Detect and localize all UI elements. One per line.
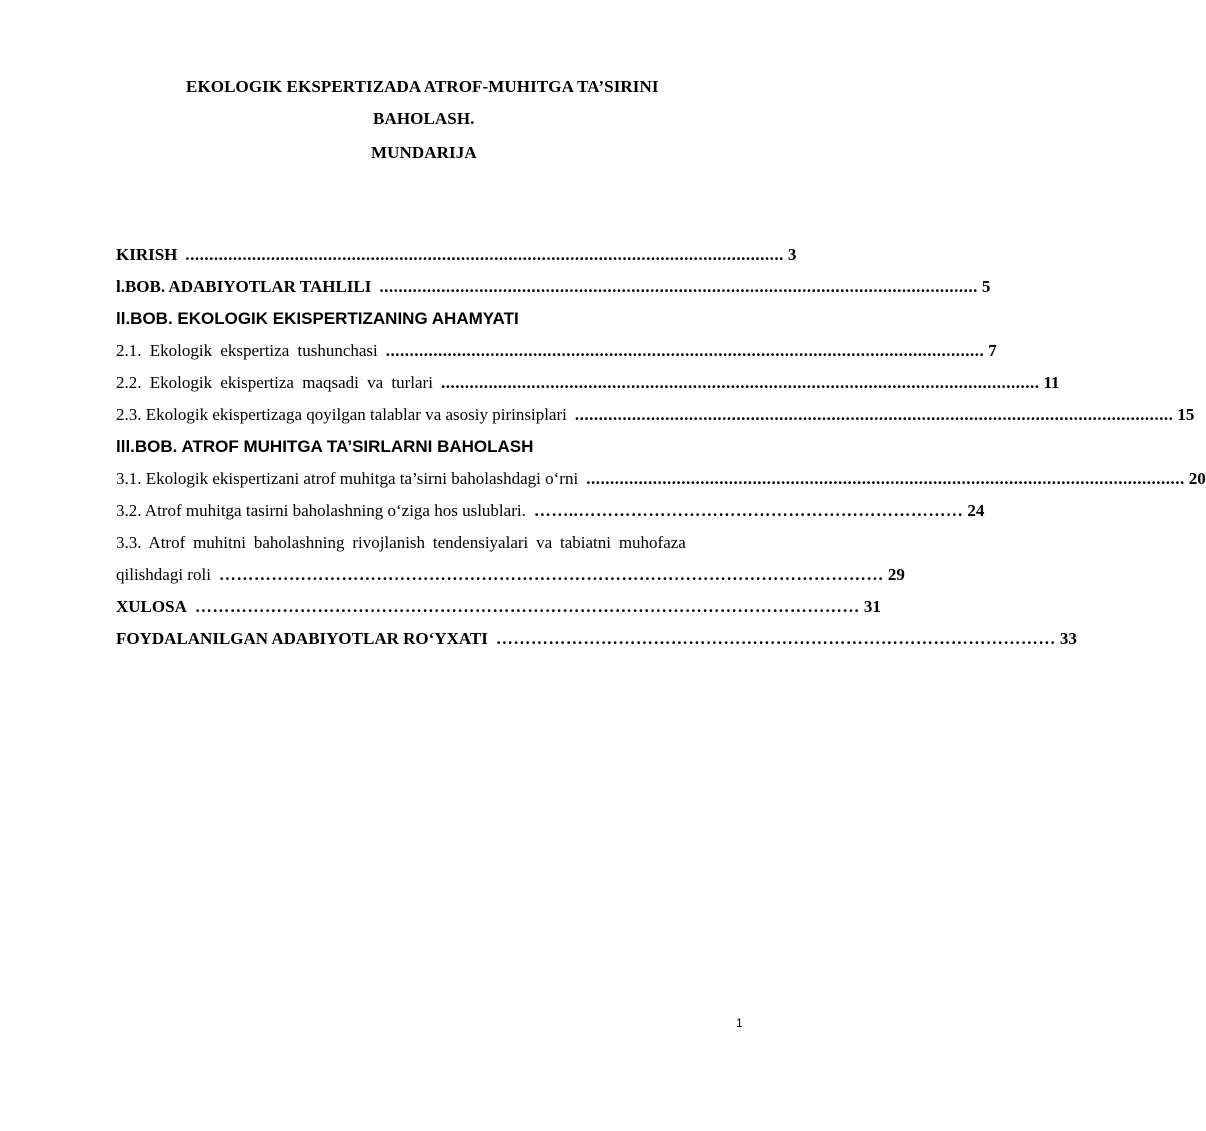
toc-leader-dots: ……..…………………………………………………………: [533, 501, 964, 520]
toc-page-number: 7: [988, 341, 997, 360]
toc-entry-label: FOYDALANILGAN ADABIYOTLAR RO‘YXATI: [116, 629, 488, 648]
toc-entry-label: lll.BOB. ATROF MUHITGA TA’SIRLARNI BAHOLASH: [116, 437, 534, 456]
toc-page-number: 33: [1059, 629, 1077, 648]
toc-entry-label: 3.2. Atrof muhitga tasirni baholashning o‘ziga hos uslublari.: [116, 501, 526, 520]
toc-entry-label: 2.2. Ekologik ekispertiza maqsadi va turlari: [116, 373, 433, 392]
table-of-contents: [116, 239, 1206, 655]
toc-page-number: 5: [981, 277, 991, 296]
toc-entry-xulosa: [116, 591, 881, 623]
toc-entry-label: KIRISH: [116, 245, 178, 264]
toc-entry-2-3: [116, 399, 1195, 431]
toc-leader-dots: ..............................................................................................................................: [379, 277, 978, 296]
toc-entry-2-2: [116, 367, 1060, 399]
toc-entry-kirish: [116, 239, 797, 271]
toc-chapter-heading-3: [116, 431, 744, 463]
toc-leader-dots: ..............................................................................................................................: [185, 245, 784, 264]
toc-entry-3-2: [116, 495, 985, 527]
toc-page-number: 24: [967, 501, 985, 520]
toc-entry-bob-1: [116, 271, 991, 303]
document-title-line-1: EKOLOGIK EKSPERTIZADA ATROF-MUHITGA TA’SIRINI: [186, 77, 659, 96]
page-number: 1: [736, 1016, 743, 1030]
contents-heading: MUNDARIJA: [371, 143, 477, 162]
toc-entry-label: ll.BOB. EKOLOGIK EKISPERTIZANING AHAMYATI: [116, 309, 519, 328]
document-title-line-2: BAHOLASH.: [373, 109, 475, 128]
toc-leader-dots: ……………………………………………………………………………………………………: [218, 565, 884, 584]
toc-page-number: 3: [787, 245, 797, 264]
toc-chapter-heading-2: [116, 303, 744, 335]
toc-entry-label: XULOSA: [116, 597, 187, 616]
toc-leader-dots: ..............................................................................................................................: [385, 341, 985, 360]
toc-entry-3-3-first-line: 3.3. Atrof muhitni baholashning rivojlanish tendensiyalari va tabiatni muhofaza: [116, 533, 686, 552]
toc-page-number: 31: [863, 597, 881, 616]
toc-entry-label: 2.1. Ekologik ekspertiza tushunchasi: [116, 341, 378, 360]
toc-page-number: 11: [1043, 373, 1060, 392]
toc-entry-label: l.BOB. ADABIYOTLAR TAHLILI: [116, 277, 372, 296]
toc-entry-3-3: [116, 559, 905, 591]
toc-entry-label: 3.1. Ekologik ekispertizani atrof muhitga ta’sirni baholashdagi o‘rni: [116, 469, 579, 488]
toc-entry-label: 2.3. Ekologik ekispertizaga qoyilgan talablar va asosiy pirinsiplari: [116, 405, 567, 424]
toc-entry-2-1: [116, 335, 997, 367]
toc-leader-dots: ……………………………………………………………………………………: [495, 629, 1056, 648]
toc-page-number: 29: [887, 565, 905, 584]
toc-leader-dots: ..............................................................................................................................: [586, 469, 1185, 488]
toc-leader-dots: ..............................................................................................................................: [574, 405, 1174, 424]
toc-leader-dots: ……………………………………………………………………………………………………: [194, 597, 860, 616]
toc-entry-references: [116, 623, 1077, 655]
toc-page-number: 20: [1188, 469, 1206, 488]
toc-entry-3-1: [116, 463, 1206, 495]
toc-leader-dots: ..............................................................................................................................: [440, 373, 1040, 392]
toc-page-number: 15: [1177, 405, 1195, 424]
toc-entry-label: qilishdagi roli: [116, 565, 211, 584]
